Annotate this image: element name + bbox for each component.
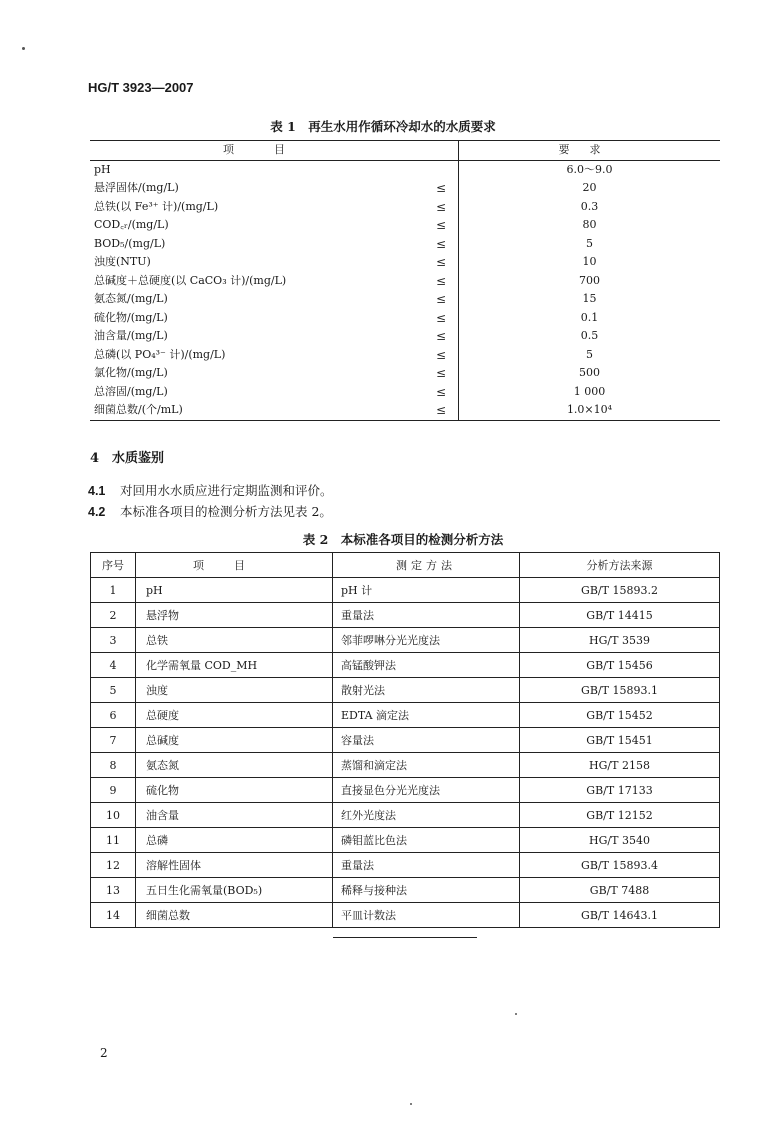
requirement-cell: 0.5 [459,327,721,346]
header-requirement: 要求 [459,141,721,161]
source-cell: GB/T 15893.2 [520,578,720,603]
table-row [91,628,720,653]
source-cell: GB/T 14415 [520,603,720,628]
seq-cell: 3 [91,628,136,653]
page-number: 2 [100,1046,108,1060]
item-cell: pH [136,578,333,603]
item-cell: 总溶固/(mg/L) [94,384,168,398]
seq-cell: 6 [91,703,136,728]
item-cell: pH [94,162,111,176]
table-row [91,703,720,728]
operator-cell: ≤ [435,236,447,251]
table-row [91,678,720,703]
source-cell: GB/T 15451 [520,728,720,753]
header-item: 项目 [136,553,333,578]
source-cell: GB/T 7488 [520,878,720,903]
method-cell: 重量法 [333,853,520,878]
source-cell: GB/T 12152 [520,803,720,828]
requirement-cell: 1 000 [459,383,721,402]
item-cell: 氨态氮/(mg/L) [94,292,168,305]
item-cell: 硫化物/(mg/L) [94,310,168,324]
source-cell: GB/T 14643.1 [520,903,720,928]
table-row [91,728,720,753]
requirement-cell: 0.3 [459,198,721,217]
item-cell: 溶解性固体 [136,853,333,878]
table-row [91,753,720,778]
section-number: 4 [90,451,100,466]
operator-cell: ≤ [435,273,447,288]
item-cell: 细菌总数 [136,903,333,928]
requirement-cell: 20 [459,179,721,198]
method-cell: 直接显色分光光度法 [333,778,520,803]
table-row [90,253,720,272]
seq-cell: 7 [91,728,136,753]
operator-cell: ≤ [435,181,447,195]
seq-cell: 2 [91,603,136,628]
requirement-cell: 15 [459,290,721,309]
table-row [91,803,720,828]
table-row [90,327,720,346]
item-cell: 悬浮物 [136,603,333,628]
item-cell: 浊度 [136,678,333,703]
clause-number: 4.1 [88,484,106,498]
requirement-cell: 80 [459,216,721,235]
seq-cell: 8 [91,753,136,778]
operator-cell: ≤ [424,401,459,420]
source-cell: GB/T 15893.4 [520,853,720,878]
method-cell: EDTA 滴定法 [333,703,520,728]
table-row [90,309,720,328]
operator-cell: ≤ [435,310,447,325]
requirement-cell: 5 [459,346,721,365]
operator-cell: ≤ [435,347,447,362]
table-row [90,198,720,217]
header-item: 项目 [90,141,459,161]
section-heading [90,447,164,466]
method-cell: 散射光法 [333,678,520,703]
operator-cell: ≤ [435,366,447,380]
table-row [90,364,720,383]
source-cell: HG/T 3540 [520,828,720,853]
water-quality-table [90,140,720,421]
method-cell: 容量法 [333,728,520,753]
operator-cell: ≤ [435,329,447,343]
source-cell: HG/T 2158 [520,753,720,778]
method-cell: 平皿计数法 [333,903,520,928]
paragraph-text: 本标准各项目的检测分析方法见表 2。 [120,504,332,519]
item-cell: 总磷(以 PO₄³⁻ 计)/(mg/L) [94,347,226,361]
seq-cell: 12 [91,853,136,878]
item-cell: 悬浮固体/(mg/L) [94,181,179,194]
source-cell: GB/T 17133 [520,778,720,803]
operator-cell: ≤ [435,199,447,214]
table-row [90,160,720,179]
table2-body [91,578,720,928]
item-cell: 油含量 [136,803,333,828]
seq-cell: 13 [91,878,136,903]
table-row [91,903,720,928]
method-cell: pH 计 [333,578,520,603]
source-cell: GB/T 15456 [520,653,720,678]
seq-cell: 14 [91,903,136,928]
table-row [91,853,720,878]
seq-cell: 1 [91,578,136,603]
method-cell: 稀释与接种法 [333,878,520,903]
table1-body [90,160,720,420]
table-row [90,346,720,365]
analysis-methods-table [90,552,720,928]
table-row [90,179,720,198]
requirement-cell: 5 [459,235,721,254]
requirement-cell: 10 [459,253,721,272]
seq-cell: 11 [91,828,136,853]
table-row [91,603,720,628]
method-cell: 红外光度法 [333,803,520,828]
paragraph-text: 对回用水水质应进行定期监测和评价。 [120,483,333,498]
table-row [91,828,720,853]
end-rule [333,937,477,938]
table-row [91,578,720,603]
item-cell: 总碱度＋总硬度(以 CaCO₃ 计)/(mg/L) [94,273,287,287]
scan-speck [410,1103,412,1105]
source-cell: GB/T 15893.1 [520,678,720,703]
header-method: 测定方法 [333,553,520,578]
table-row [90,290,720,309]
item-cell: 总硬度 [136,703,333,728]
table-header-row [91,553,720,578]
table-row [91,653,720,678]
requirement-cell: 1.0×10⁴ [459,401,721,420]
table-row [90,383,720,402]
item-cell: 化学需氧量 COD_MH [136,653,333,678]
document-code: HG/T 3923—2007 [88,80,194,95]
seq-cell: 10 [91,803,136,828]
item-cell: 油含量/(mg/L) [94,329,168,342]
paragraph [88,502,332,520]
item-cell: 总铁 [136,628,333,653]
method-cell: 磷钼蓝比色法 [333,828,520,853]
requirement-cell: 0.1 [459,309,721,328]
table-header-row [90,141,720,161]
scan-speck [515,1013,517,1015]
requirement-cell: 6.0～9.0 [459,160,721,179]
requirement-cell: 500 [459,364,721,383]
table-row [90,235,720,254]
seq-cell: 5 [91,678,136,703]
item-cell: 硫化物 [136,778,333,803]
table-row [90,401,720,420]
method-cell: 蒸馏和滴定法 [333,753,520,778]
seq-cell: 9 [91,778,136,803]
clause-number: 4.2 [88,505,106,519]
source-cell: HG/T 3539 [520,628,720,653]
source-cell: GB/T 15452 [520,703,720,728]
paragraph [88,481,333,499]
seq-cell: 4 [91,653,136,678]
item-cell: 浊度(NTU) [94,255,151,268]
header-seq: 序号 [91,553,136,578]
item-cell: 总碱度 [136,728,333,753]
method-cell: 邻菲啰啉分光光度法 [333,628,520,653]
method-cell: 高锰酸钾法 [333,653,520,678]
item-cell: BOD₅/(mg/L) [94,236,166,250]
operator-cell: ≤ [435,218,447,232]
item-cell: 总磷 [136,828,333,853]
operator-cell: ≤ [435,255,447,269]
method-cell: 重量法 [333,603,520,628]
table-row [90,272,720,291]
requirement-cell: 700 [459,272,721,291]
section-title: 水质鉴别 [112,451,165,466]
scan-speck [22,47,25,50]
item-cell: 氨态氮 [136,753,333,778]
item-cell: COD꜀ᵣ/(mg/L) [94,218,169,231]
header-source: 分析方法来源 [520,553,720,578]
operator-cell [424,160,459,179]
table-row [91,778,720,803]
item-cell: 总铁(以 Fe³⁺ 计)/(mg/L) [94,199,219,213]
table1-caption: 表 1 再生水用作循环冷却水的水质要求 [270,119,496,134]
item-cell: 细菌总数/(个/mL) [90,401,424,420]
operator-cell: ≤ [435,292,447,306]
item-cell: 五日生化需氧量(BOD₅) [136,878,333,903]
table2-caption: 表 2 本标准各项目的检测分析方法 [302,532,504,547]
item-cell: 氯化物/(mg/L) [94,366,168,379]
table-row [91,878,720,903]
table-row [90,216,720,235]
operator-cell: ≤ [435,384,447,399]
